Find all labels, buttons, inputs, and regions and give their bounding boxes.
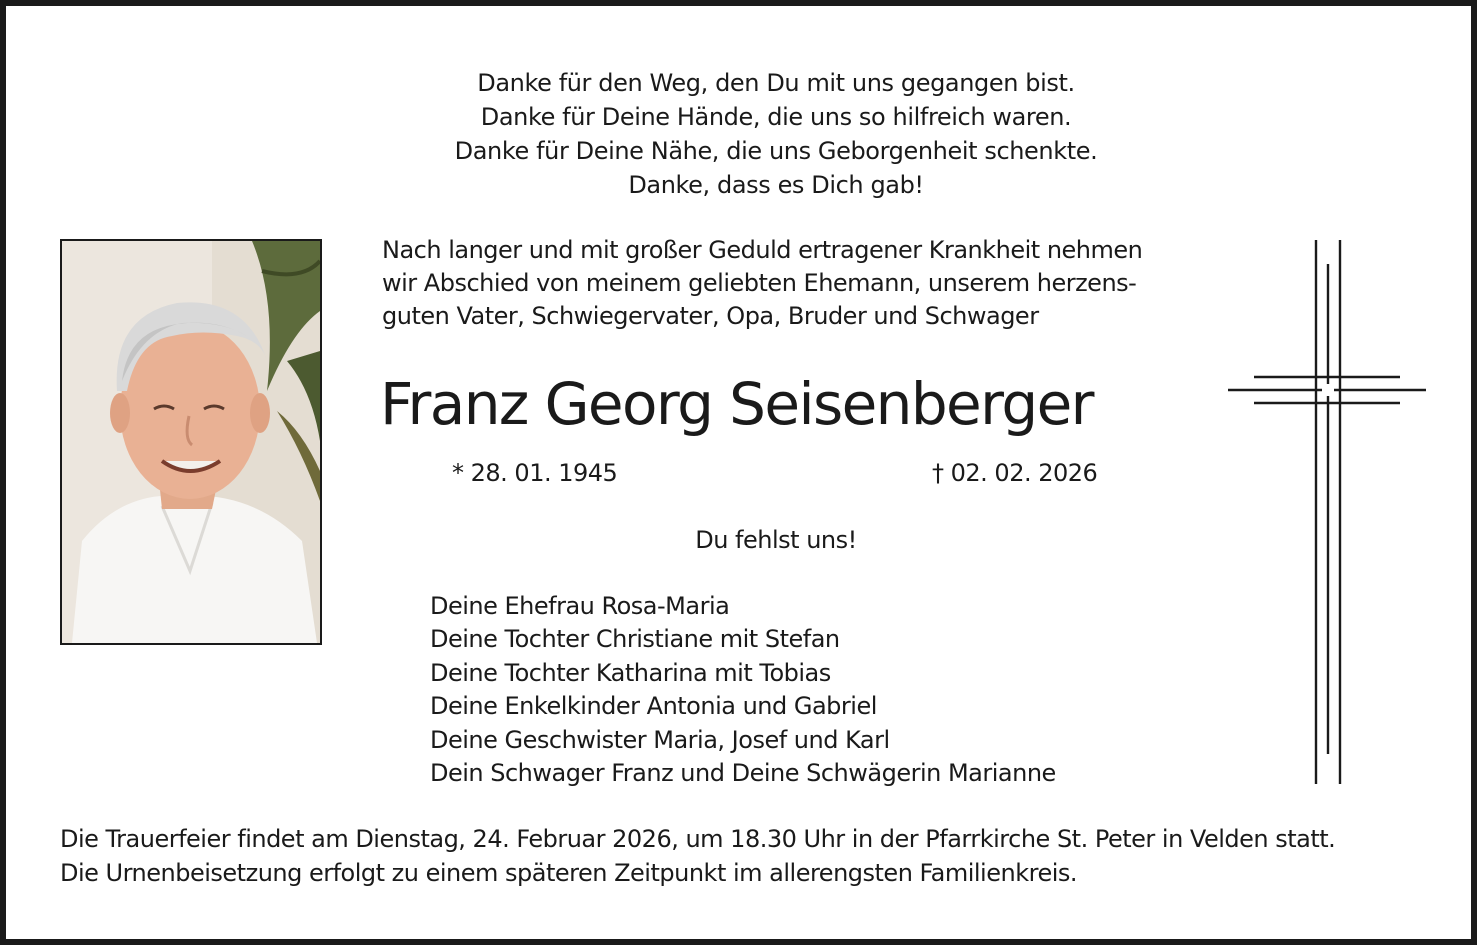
mourners-list [430, 590, 1190, 790]
birth-date: * 28. 01. 1945 [452, 459, 618, 487]
deceased-name: Franz Georg Seisenberger [380, 370, 1093, 438]
mourner-line: Deine Ehefrau Rosa-Maria [430, 592, 730, 620]
farewell-phrase: Du fehlst uns! [695, 526, 857, 554]
cross-icon [1228, 240, 1426, 784]
death-date: † 02. 02. 2026 [932, 459, 1098, 487]
mourner-line: Dein Schwager Franz und Deine Schwägerin Marianne [430, 759, 1056, 788]
mourner-line: Deine Tochter Christiane mit Stefan [430, 625, 840, 654]
service-line: Die Trauerfeier findet am Dienstag, 24. Februar 2026, um 18.30 Uhr in der Pfarrkirche St. Peter in Velden statt. [60, 825, 1336, 853]
announcement-line: Nach langer und mit großer Geduld ertragener Krankheit nehmen [382, 236, 1143, 264]
motto-line: Danke für den Weg, den Du mit uns gegangen bist. [477, 69, 1075, 97]
motto-line: Danke für Deine Nähe, die uns Geborgenheit schenkte. [454, 137, 1098, 165]
portrait-photo [60, 239, 322, 645]
service-info [60, 822, 1450, 890]
announcement-line: guten Vater, Schwiegervater, Opa, Bruder und Schwager [382, 302, 1039, 330]
mourner-line: Deine Tochter Katharina mit Tobias [430, 658, 831, 687]
service-line: Die Urnenbeisetzung erfolgt zu einem späteren Zeitpunkt im allerengsten Familienkreis. [60, 859, 1078, 887]
mourner-line: Deine Geschwister Maria, Josef und Karl [430, 725, 890, 754]
portrait-illustration [62, 241, 320, 643]
announcement-line: wir Abschied von meinem geliebten Ehemann, unserem herzens- [382, 269, 1137, 297]
mourner-line: Deine Enkelkinder Antonia und Gabriel [430, 692, 877, 721]
motto-line: Danke für Deine Hände, die uns so hilfreich waren. [480, 103, 1072, 131]
motto-verse [306, 66, 1246, 202]
motto-line: Danke, dass es Dich gab! [628, 171, 924, 199]
announcement-text [382, 234, 1212, 333]
